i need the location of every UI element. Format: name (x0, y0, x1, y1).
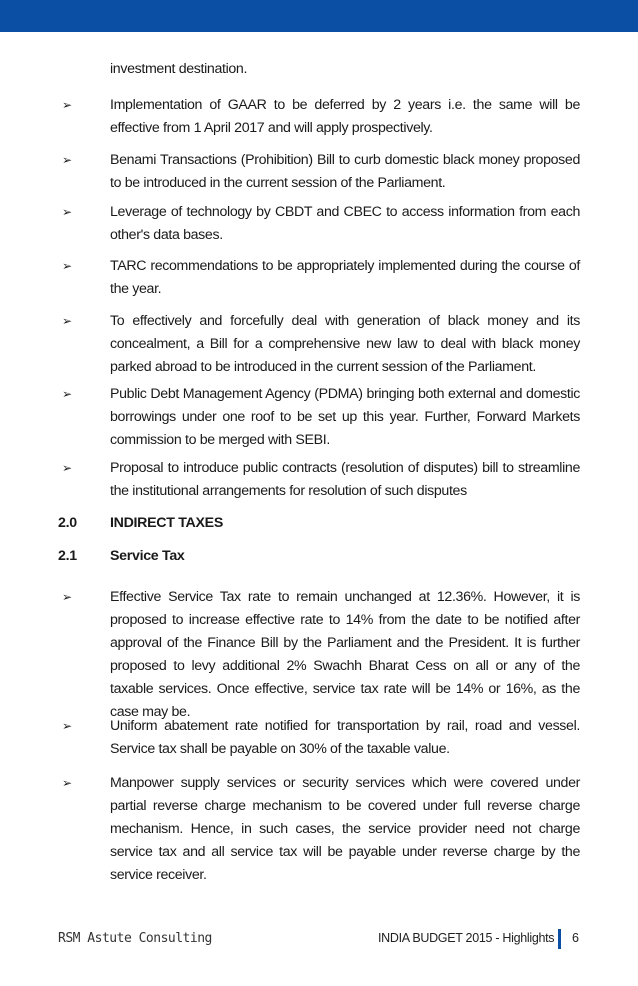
bullet-arrow-icon: ➢ (62, 205, 73, 219)
footer-publication: INDIA BUDGET 2015 - Highlights (378, 931, 555, 945)
list-item-black-money: To effectively and forcefully deal with generation of black money and its concealment, a Bill for a comprehensive new law to deal with black money parked abroad to be introduced in the current session of the Parliament. (110, 313, 580, 375)
list-item-technology: Leverage of technology by CBDT and CBEC to access information from each other's data bases. (110, 204, 580, 243)
list-item-pdma: Public Debt Management Agency (PDMA) bringing both external and domestic borrowings under one roof to be set up this year. Further, Forward Markets commission to be merged with SEBI. (110, 386, 580, 448)
list-item-gaar: Implementation of GAAR to be deferred by 2 years i.e. the same will be effective from 1 April 2017 and will apply prospectively. (110, 97, 580, 136)
list-item-tarc: TARC recommendations to be appropriately implemented during the course of the year. (110, 258, 580, 297)
list-item-benami: Benami Transactions (Prohibition) Bill to curb domestic black money proposed to be introduced in the current session of the Parliament. (110, 152, 580, 191)
bullet-arrow-icon: ➢ (62, 314, 73, 328)
list-item-service-tax-rate: Effective Service Tax rate to remain unchanged at 12.36%. However, it is proposed to increase effective rate to 14% from the date to be notified after approval of the Finance Bill by the Parliament and the President. It is further proposed to levy additional 2% Swachh Bharat Cess on all or any of the taxable services. Once effective, service tax rate will be 14% or 16%, as the case may be. (110, 589, 580, 720)
paragraph-continuation: investment destination. (110, 61, 248, 77)
bullet-arrow-icon: ➢ (62, 98, 73, 112)
bullet-arrow-icon: ➢ (62, 387, 73, 401)
bullet-arrow-icon: ➢ (62, 259, 73, 273)
subsection-number: 2.1 (58, 548, 77, 564)
bullet-arrow-icon: ➢ (62, 153, 73, 167)
footer-company: RSM Astute Consulting (58, 931, 212, 946)
list-item-manpower: Manpower supply services or security services which were covered under partial reverse charge mechanism to be covered under full reverse charge mechanism. Hence, in such cases, the service provider need not charge service tax and all service tax will be payable under reverse charge by the service receiver. (110, 775, 580, 883)
list-item-abatement: Uniform abatement rate notified for transportation by rail, road and vessel. Service tax shall be payable on 30% of the taxable value. (110, 718, 580, 757)
bullet-arrow-icon: ➢ (62, 719, 73, 733)
footer-divider (558, 929, 561, 949)
list-item-public-contracts: Proposal to introduce public contracts (resolution of disputes) bill to streamline the institutional arrangements for resolution of such disputes (110, 460, 580, 499)
header-bar (0, 0, 638, 32)
subsection-title: Service Tax (110, 548, 185, 564)
bullet-arrow-icon: ➢ (62, 776, 73, 790)
page-number: 6 (572, 931, 579, 945)
bullet-arrow-icon: ➢ (62, 461, 73, 475)
bullet-arrow-icon: ➢ (62, 590, 73, 604)
section-title: INDIRECT TAXES (110, 515, 223, 531)
section-number: 2.0 (58, 515, 77, 531)
